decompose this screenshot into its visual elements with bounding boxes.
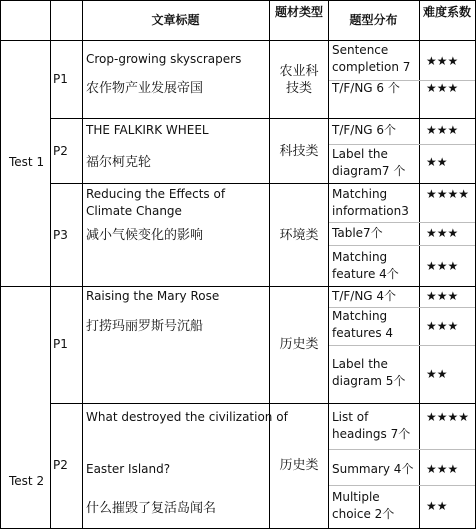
qtype-cell: Matching feature 4个 xyxy=(332,250,399,281)
passage-material: 科技类 xyxy=(279,144,319,159)
difficulty-stars: ★★★ xyxy=(426,462,459,476)
qtype-cell: List of headings 7个 xyxy=(332,410,411,441)
header-material: 题材类型 xyxy=(274,5,323,19)
qtype-cell: T/F/NG 4个 xyxy=(332,289,397,303)
passage-title-cn: 什么摧毁了复活岛闻名 xyxy=(86,501,217,516)
qtype-cell: Multiple choice 2个 xyxy=(332,490,395,521)
qtype-cell: Label the diagram7 个 xyxy=(332,147,406,178)
test-label: Test 2 xyxy=(9,474,45,488)
qtype-cell: Sentence completion 7 xyxy=(332,43,411,74)
row-rule xyxy=(329,144,475,145)
passage-divider xyxy=(50,403,476,404)
test-divider xyxy=(0,286,476,287)
passage-label: P2 xyxy=(53,144,68,158)
qtype-cell: Summary 4个 xyxy=(332,462,414,476)
difficulty-stars: ★★★ xyxy=(426,54,459,68)
header-qtype: 题型分布 xyxy=(349,13,398,27)
header-bottom-rule xyxy=(0,40,476,41)
passage-divider xyxy=(50,183,476,184)
row-rule xyxy=(329,245,475,246)
passage-material: 历史类 xyxy=(279,337,319,352)
header-difficulty: 难度系数 xyxy=(422,5,471,19)
col-divider xyxy=(269,0,270,529)
passage-divider xyxy=(50,118,476,119)
row-rule xyxy=(329,345,475,346)
passage-label: P1 xyxy=(53,337,68,351)
passage-label: P1 xyxy=(53,72,68,86)
passage-title-en: Crop-growing skyscrapers xyxy=(86,52,242,66)
passage-label: P3 xyxy=(53,228,68,242)
difficulty-stars: ★★★ xyxy=(426,259,459,273)
difficulty-stars: ★★ xyxy=(426,367,448,381)
table-border-left xyxy=(0,0,1,529)
qtype-cell: Matching information3 xyxy=(332,187,409,218)
row-rule xyxy=(329,449,475,450)
passage-title-en: THE FALKIRK WHEEL xyxy=(86,123,209,137)
test-label: Test 1 xyxy=(9,155,45,169)
passage-title-en-line2: Easter Island? xyxy=(86,462,171,476)
qtype-cell: Label the diagram 5个 xyxy=(332,357,406,388)
passage-label: P2 xyxy=(53,458,68,472)
difficulty-stars: ★★★★ xyxy=(426,410,470,424)
passage-title-en-line1: What destroyed the civilization of xyxy=(86,410,288,424)
difficulty-stars: ★★ xyxy=(426,155,448,169)
passage-title-cn: 减小气候变化的影响 xyxy=(86,228,204,243)
table-border-top xyxy=(0,0,476,1)
row-rule xyxy=(329,485,475,486)
difficulty-stars: ★★★ xyxy=(426,289,459,303)
qtype-cell: Matching features 4 xyxy=(332,309,394,340)
passage-title-cn: 农作物产业发展帝国 xyxy=(86,81,204,96)
difficulty-stars: ★★★ xyxy=(426,226,459,240)
passage-title-en: Raising the Mary Rose xyxy=(86,289,220,303)
qtype-cell: Table7个 xyxy=(332,226,383,240)
difficulty-stars: ★★★ xyxy=(426,81,459,95)
difficulty-stars: ★★★★ xyxy=(426,187,470,201)
passage-material: 历史类 xyxy=(279,458,319,473)
header-title: 文章标题 xyxy=(151,13,200,27)
difficulty-stars: ★★★ xyxy=(426,319,459,333)
qtype-cell: T/F/NG 6个 xyxy=(332,123,397,137)
difficulty-stars: ★★★ xyxy=(426,123,459,137)
col-divider xyxy=(82,0,83,529)
passage-material: 农业科技类 xyxy=(279,64,319,96)
col-divider xyxy=(50,0,51,529)
passage-title-cn: 福尔柯克轮 xyxy=(86,155,152,170)
row-rule xyxy=(329,222,475,223)
passage-material: 环境类 xyxy=(279,228,319,243)
difficulty-stars: ★★ xyxy=(426,499,448,513)
passage-title-en: Reducing the Effects of Climate Change xyxy=(86,187,226,218)
passage-title-cn: 打捞玛丽罗斯号沉船 xyxy=(86,319,204,334)
qtype-cell: T/F/NG 6 个 xyxy=(332,81,400,95)
